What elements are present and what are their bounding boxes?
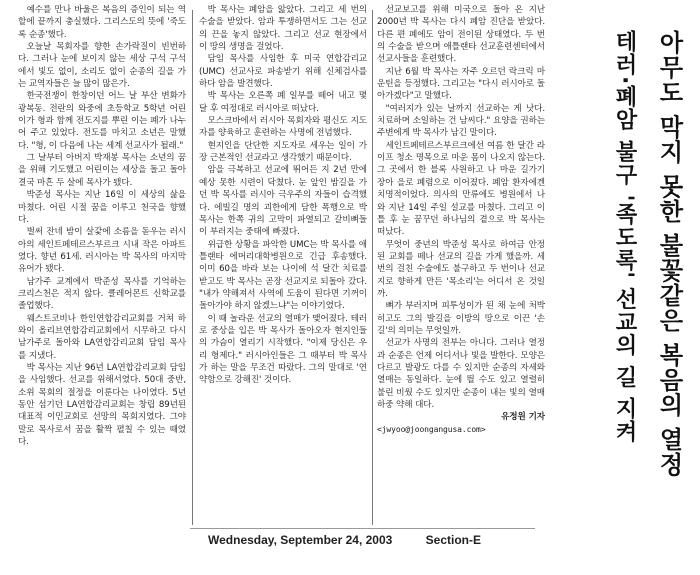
- paragraph: 모스크바에서 러시아 목회자와 평신도 지도자를 양육하고 훈련하는 사명에 전념했다.: [199, 116, 367, 139]
- paragraph: 박 목사는 폐암을 앓았다. 그리고 세 번의 수술을 받았다. 암과 투쟁하면서도 그는 선교의 끈을 놓지 않았다. 그리고 선교 현장에서 이 땅의 생명을 걸었다.: [199, 5, 367, 53]
- paragraph: 무엇이 중년의 박준성 목사로 하여금 안정된 교회를 떼나 선교의 길을 가게 했을까. 세 번의 걸친 수술에도 불구하고 두 번이나 선교지로 향하게 만든 '목소리'는 어디서 온 것일까.: [377, 239, 545, 299]
- section-label: Section-E: [425, 533, 481, 547]
- paragraph: 오늘날 목회자를 향한 손가락질이 빈번하다. 그러나 눈에 보이지 않는 세상 구석 구석에서 빛도 없이, 소리도 없이 순종의 길을 가는 교역자들은 늘 많이 많은가.: [18, 42, 186, 90]
- paragraph: 세인트페테르스부르크에선 여름 한 달간 라이프 청소 명목으로 마운 몸이 나오지 않는다. 그 곳에서 한 블록 사원하고 나 마운 길가기 장아 을로 폐렴으로 이어졌다. 폐암 환자에겐 치명적이었다. 의사의 만류에도 병원에서 나와 지난 14일 주일 설교를 마쳤다. 그리고 이틀 후 눈 꿈꾸던 하나님의 곁으로 박 목사는 떠났다.: [377, 140, 545, 238]
- author-email: <jwyoo@joongangusa.com>: [377, 424, 486, 434]
- headline-block: [596, 30, 696, 510]
- headline: 아무도 막지 못한 불꽃같은 복음의 열정: [655, 30, 683, 477]
- paragraph: 뼈가 부러지며 피투성이가 된 채 눈에 처박히고도 그의 발길을 이방의 땅으로 이끈 '손길'의 의미는 무엇일까.: [377, 301, 545, 336]
- column-divider: [192, 10, 193, 525]
- paragraph: 예수를 만나 바울은 복음의 증인이 되는 역할에 끝까지 충실했다. 그리스도의 뜻에 '죽도록 순종'했다.: [18, 5, 186, 40]
- paragraph: 위급한 상황을 파악한 UMC는 박 목사를 애틀랜타 에머리대학병원으로 긴급 후송했다. 이미 60을 바라 보는 나이에 석 달간 치료를 받고도 박 목사는 곧장 선교지로 되돌아 갔다. "내가 약해져서 사역에 도움이 된다면 기꺼이 돌아가야 하지 않겠느냐"는 이야기였다.: [199, 239, 367, 312]
- paragraph: 선교보고를 위해 미국으로 돌아 온 지난 2000년 박 목사는 다시 폐암 진단을 받았다. 다른 편 폐에도 암이 전이된 상태였다. 두 번의 수술을 받으며 애틀랜타 선교훈련센터에서 선교사들을 훈련했다.: [377, 5, 545, 65]
- byline: 유정원 기자: [501, 412, 545, 423]
- paragraph: 이 때 놀라운 선교의 열매가 맺어졌다. 테러로 중상을 입은 박 목사가 돌아오자 현지인들의 가슴이 열리기 시작했다. "이제 당신은 우리 형제다." 러시아인들은 그 때부터 박 목사가 하는 말을 무조건 따랐다. 그의 말대로 '연약함으로 강해진' 것이다.: [199, 313, 367, 386]
- publication-footer: [208, 533, 511, 547]
- paragraph: 암을 극복하고 선교에 뛰어든 지 2년 만에 예상 못한 시련이 닥쳤다. 눈 앞인 밤길을 가던 박 목사를 러시아 극우주의 자들이 습격했다. 에빌길 명의 괴한에게 담한 폭행으로 박 목사는 한쪽 귀의 고막이 파열되고 갈비뼈들이 부러지는 중태에 빠졌다.: [199, 165, 367, 238]
- paragraph: 벌써 잔네 밤이 살갗에 소름을 돋우는 러시아의 세인트페테르스부르크 시내 작은 아파트였다. 향년 61세. 러시아는 박 목사의 마지막 유어가 됐다.: [18, 227, 186, 275]
- publication-date: Wednesday, September 24, 2003: [208, 533, 393, 547]
- paragraph: "여러지가 있는 날까지 선교하는 게 낫다. 치료하며 소일하는 건 남씨다." 요양을 권하는 주변에게 박 목사가 남긴 말이다.: [377, 103, 545, 139]
- paragraph: 담임 목사를 사임한 후 미국 연합감리교(UMC) 선교사로 파송받기 위해 신체검사를 하다 암을 발견했다.: [199, 54, 367, 90]
- paragraph: 지난 6월 박 목사는 자주 오르던 락크릭 마운틴을 등정했다. 그리고는 "다시 러시아로 돌아가겠다"고 말했다.: [377, 66, 545, 102]
- paragraph: 그 날부터 아버지 박재봉 목사는 소년의 꿈을 위해 기도했고 어린이는 세상을 돌고 돌아 결국 마흔 두 살에 목사가 됐다.: [18, 153, 186, 188]
- paragraph: 선교가 사명의 전부는 아니다. 그러나 열정과 순종은 언제 어디서나 빛을 발한다. 모양은 다르고 발광도 다를 수 있지만 순종의 자세와 열매는 동일하다. 눈에 띌 수도 있고 열렬히 불린 비웠 수도 있지만 순종이 내는 빛의 열매하중 약해 대다.: [377, 338, 545, 410]
- paragraph: 박 목사는 오른쪽 폐 일부를 떼어 내고 몇 달 후 여정대로 러시아로 떠났다.: [199, 91, 367, 114]
- subheadline: 테러·폐암 불구 '족도록' 선교의 길 지켜: [612, 30, 637, 444]
- paragraph: 박준성 목사는 지난 16일 이 세상의 삶을 마쳤다. 어린 시절 꿈을 이루고 천국을 향했다.: [18, 190, 186, 225]
- paragraph: 웨스트코비나 한인연합감리교회를 거쳐 하와이 올리브연합감리교회에서 시무하고 다시 남가주로 돌아와 LA연합감리교회 담임 목사를 지냈다.: [18, 313, 186, 361]
- paragraph: 한국전쟁이 한창이던 어느 날 부산 변화가 광복동. 전란의 와중에 초등학교 5학년 어린이가 형과 함께 전도지를 뿌린 이는 폐가 나누어 주고 있었다. 전도를 마치고 소년은 말했다. "형, 이 다음에 나는 세계 선교사가 될래.": [18, 91, 186, 151]
- article-column-2: [199, 4, 367, 436]
- article-column-1: [18, 4, 186, 534]
- footer-divider: [190, 528, 535, 529]
- paragraph: 남가주 교계에서 박준성 목사를 기억하는 크리스천은 적지 않다. 클레어몬트 신학교를 졸업했다.: [18, 276, 186, 312]
- article-column-3: [377, 4, 545, 534]
- column-divider: [372, 10, 373, 525]
- paragraph: 현지인을 단단한 지도자로 세우는 일이 가장 근본적인 선교라고 생각했기 때문이다.: [199, 140, 367, 164]
- paragraph: 박 목사는 지난 96년 LA연합감리교회 담임을 사임했다. 선교를 위해서였다. 50대 중반, 소위 목회의 절정을 이룬다는 나이였다. 5년 동안 섬기던 LA연합감리교회는 창립 89년된 대표적 이민교회로 선망의 목회지였다. 그야말로 목사로서 꿈을 활짝 펼칠 수 있는 때였다.: [18, 362, 186, 448]
